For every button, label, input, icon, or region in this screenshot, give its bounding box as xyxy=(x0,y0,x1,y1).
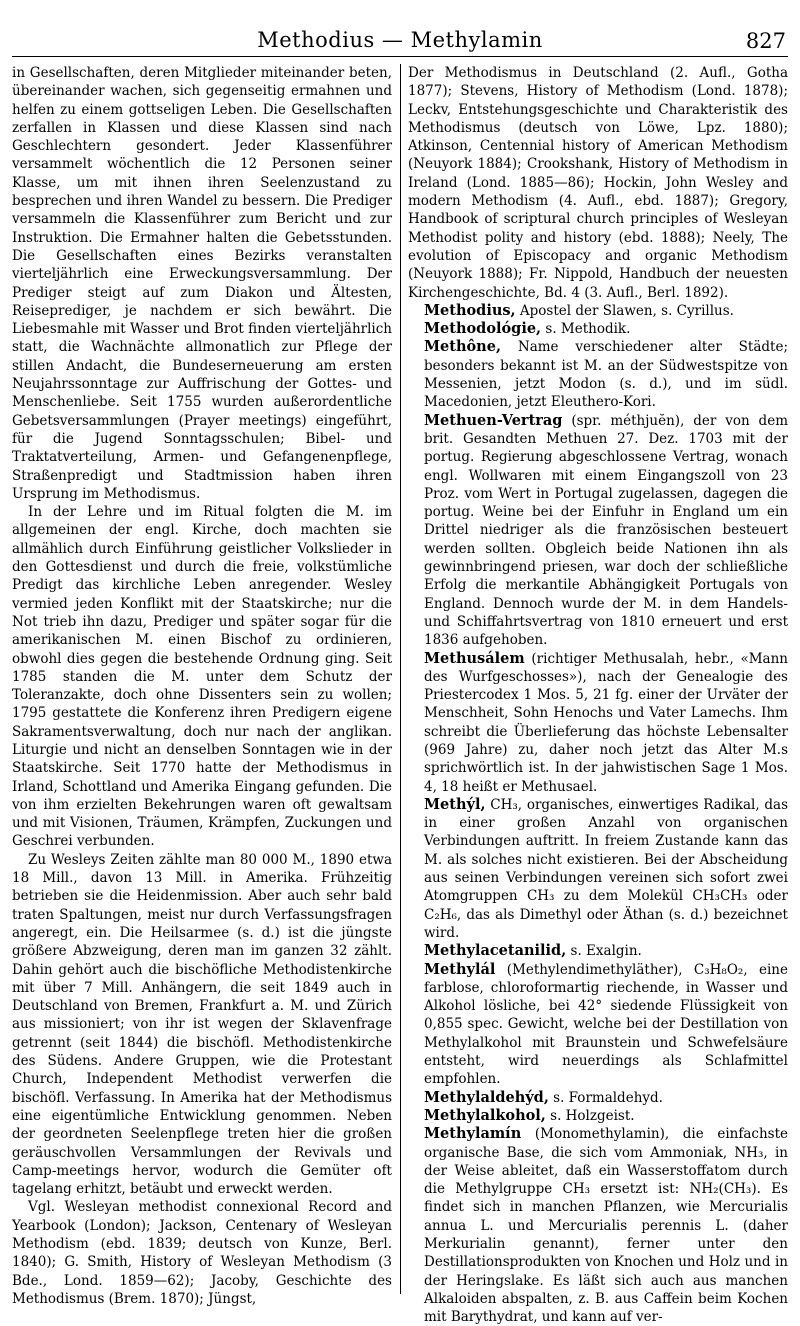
dictionary-entry xyxy=(408,1125,788,1326)
entry-headword: Methylalkohol, xyxy=(424,1106,546,1124)
entry-headword: Methylaldehýd, xyxy=(424,1088,549,1106)
dictionary-entry xyxy=(408,1089,788,1107)
dictionary-entry xyxy=(408,302,788,320)
paragraph: in Gesellschaften, deren Mitglieder miteinander beten, übereinander wachen, sich gegenseitig ermahnen und helfen zu einem gottseligen Leben. Die Gesellschaften zerfallen in Klassen und diese Klassen sind nach Geschlechtern gesondert. Jeder Klassenführer versammelt wöchentlich die 12 Personen seiner Klasse, um mit ihnen ihren Seelenzustand zu besprechen und ihren Wandel zu bessern. Die Prediger versammeln die Klassenführer zum Bericht und zur Instruktion. Die Ermahner halten die Gebetsstunden. Die Gesellschaften eines Bezirks veranstalten vierteljährlich eine Erweckungsversammlung. Der Prediger steigt auf zum Diakon und Ältesten, Reiseprediger, je nachdem er sich bewährt. Die Liebesmahle mit Wasser und Brot finden vierteljährlich statt, die Wachnächte allmonatlich zur Pflege der stillen Andacht, die Bundeserneuerung am ersten Neujahrssonntage zur Auffrischung der Gottes- und Menschenliebe. Seit 1755 wurden außerordentliche Gebetsversammlungen (Prayer meetings) eingeführt, für die Jugend Sonntagsschulen; Bibel- und Traktatverteilung, Armen- und Gefangenenpflege, Straßenpredigt und Stadtmission haben ihren Ursprung im Methodismus. xyxy=(12,65,392,502)
running-title: Methodius — Methylamin xyxy=(257,28,543,52)
dictionary-entry xyxy=(408,796,788,942)
entry-text: Apostel der Slawen, s. Cyrillus. xyxy=(519,302,734,319)
dictionary-entry xyxy=(408,412,788,650)
paragraph: In der Lehre und im Ritual folgten die M. im allgemeinen der engl. Kirche, doch machten sie allmählich durch Einführung geistlicher Volkslieder in den Gottesdienst und durch die freie, volkstümliche Predigt das kirchliche Leben anregender. Wesley vermied jeden Konflikt mit der Staatskirche; nur die Not trieb ihn dazu, Prediger und später sogar für die amerikanischen M. einen Bischof zu ordinieren, obwohl dies gegen die bestehende Ordnung ging. Seit 1785 standen die M. unter dem Schutz der Toleranzakte, doch ohne Dissenters sein zu wollen; 1795 gestattete die Konferenz ihren Predigern eigene Sakramentsverwaltung, doch nur nach der anglikan. Liturgie und nicht an denselben Sonntagen wie in der Staatskirche. Seit 1770 hatte der Methodismus in Irland, Schottland und Amerika Eingang gefunden. Die von ihm erzielten Bekehrungen waren oft gewaltsam und mit Visionen, Träumen, Krämpfen, Zuckungen und Geschrei verbunden. xyxy=(12,504,392,850)
entry-text: CH₃, organisches, einwertiges Radikal, das in einer großen Anzahl von organischen Verbindungen auftritt. In freiem Zustande kann das M. als solches nicht existieren. Bei der Abscheidung aus seinen Verbindungen vereinen sich sofort zwei Atomgruppen CH₃ zu dem Molekül CH₃CH₃ oder C₂H₆, das als Dimethyl oder Äthan (s. d.) bezeichnet wird. xyxy=(424,796,789,941)
paragraph: Der Methodismus in Deutschland (2. Aufl., Gotha 1877); Stevens, History of Methodism (Lond. 1878); Leckv, Entstehungsgeschichte und Charakteristik des Methodismus (deutsch von Löwe, Lpz. 1880); Atkinson, Centennial history of American Methodism (Neuyork 1884); Crookshank, History of Methodism in Ireland (Lond. 1885—86); Hockin, John Wesley and modern Methodism (4. Aufl., ebd. 1887); Gregory, Handbook of scriptural church principles of Wesleyan Methodist polity and history (ebd. 1888); Neely, The evolution of Episcopacy and organic Methodism (Neuyork 1888); Fr. Nippold, Handbuch der neuesten Kirchengeschichte, Bd. 4 (3. Aufl., Berl. 1892). xyxy=(408,65,788,301)
entry-headword: Methône, xyxy=(424,338,502,356)
entry-text: s. Formaldehyd. xyxy=(553,1089,663,1106)
entry-text: s. Exalgin. xyxy=(570,943,642,960)
entry-headword: Methodius, xyxy=(424,301,516,319)
dictionary-entry xyxy=(408,1107,788,1125)
dictionary-entry xyxy=(408,320,788,338)
paragraph: Zu Wesleys Zeiten zählte man 80 000 M., 1890 etwa 18 Mill., davon 13 Mill. in Amerika. Frühzeitig betrieben sie die Heidenmission. Aber auch sehr bald traten Spaltungen, meist nur durch Verfassungsfragen angeregt, ein. Die Heilsarmee (s. d.) ist die jüngste größere Abzweigung, deren man im ganzen 32 zählt. Dahin gehört auch die bischöfliche Methodistenkirche mit über 7 Mill. Anhängern, die seit 1849 auch in Deutschland von Bremen, Frankfurt a. M. und Zürich aus missioniert; von ihr ist wegen der Sklavenfrage getrennt (seit 1844) die bischöfl. Methodistenkirche des Südens. Andere Gruppen, wie die Protestant Church, Independent Methodist verwerfen die bischöfl. Verfassung. In Amerika hat der Methodismus eine eigentümliche Entwicklung genommen. Neben der geordneten Seelenpflege treten hier die großen geräuschvollen Versammlungen der Revivals und Camp-meetings hervor, wodurch die Gemüter oft tagelang erhitzt, betäubt und erweckt werden. xyxy=(12,851,392,1198)
page-number: 827 xyxy=(745,29,786,53)
entry-text: (spr. méthjuĕn), der von dem brit. Gesandten Methuen 27. Dez. 1703 mit der portug. Regierung abgeschlossene Vertrag, wonach engl. Wollwaren mit einem Eingangszoll von 23 Proz. vom Wert in Portugal zugelassen, dagegen die portug. Weine bei der Einfuhr in England um ein Drittel niedriger als die französischen besteuert werden sollten. Obgleich beide Nationen ihn als gewinnbringend priesen, war doch der schließliche Erfolg die merkantile Abhängigkeit Portugals von England. Dennoch wurde der M. in dem Handels- und Schiffahrtsvertrag von 1810 erneuert und erst 1836 aufgehoben. xyxy=(424,412,788,649)
dictionary-entry xyxy=(408,961,788,1089)
entry-headword: Methylamín xyxy=(424,1125,522,1143)
page-header xyxy=(12,16,788,57)
dictionary-entry xyxy=(408,338,788,411)
entry-text: s. Holzgeist. xyxy=(550,1107,635,1124)
dictionary-entry xyxy=(408,942,788,960)
entry-headword: Methylál xyxy=(424,960,496,978)
entry-text: Name verschiedener alter Städte; besonders bekannt ist M. an der Südwestspitze von Messenien, jetzt Modon (s. d.), und im südl. Macedonien, jetzt Eleuthero-Kori. xyxy=(424,339,788,411)
entry-headword: Methýl, xyxy=(424,795,486,813)
entry-headword: Methylacetanilid, xyxy=(424,942,567,960)
entry-text: s. Methodik. xyxy=(545,321,631,338)
left-column xyxy=(12,64,392,1307)
entry-headword: Methusálem xyxy=(424,649,525,667)
entry-headword: Methuen-Vertrag xyxy=(424,411,563,429)
entry-headword: Methodológie, xyxy=(424,320,542,338)
entry-text: (Monomethylamin), die einfachste organische Base, die sich vom Ammoniak, NH₃, in der Weise ableitet, daß ein Wasserstoffatom durch die Methylgruppe CH₃ ersetzt ist: NH₂(CH₃). Es findet sich in manchen Pflanzen, wie Mercurialis annua L. und Mercurialis perennis L. (daher Merkurialin genannt), ferner unter den Destillationsprodukten von Knochen und Holz und in der Heringslake. Es läßt sich auch aus manchen Alkaloiden abspalten, z. B. aus Caffein beim Kochen mit Barythydrat, und kann auf ver- xyxy=(424,1126,788,1326)
dictionary-entry xyxy=(408,650,788,796)
bibliography-paragraph: Vgl. Wesleyan methodist connexional Record and Yearbook (London); Jackson, Centenary of Wesleyan Methodism (ebd. 1839; deutsch von Kunze, Berl. 1840); G. Smith, History of Wesleyan Methodism (3 Bde., Lond. 1859—62); Jacoby, Geschichte des Methodismus (Brem. 1870); Jüngst, xyxy=(12,1199,392,1307)
column-divider xyxy=(400,64,401,1294)
entry-text: (richtiger Methusalah, hebr., «Mann des Wurfgeschosses»), nach der Genealogie des Priestercodex 1 Mos. 5, 21 fg. einer der Urväter der Menschheit, Sohn Henochs und Vater Lamechs. Ihm schreibt die Überlieferung das höchste Lebensalter (969 Jahre) zu, daher noch jetzt das Alter M.s sprichwörtlich ist. In der jahwistischen Sage 1 Mos. 4, 18 heißt er Methusael. xyxy=(424,650,788,795)
entry-text: (Methylendimethyläther), C₃H₈O₂, eine farblose, chloroformartig riechende, in Wasser und Alkohol lösliche, bei 42° siedende Flüssigkeit von 0,855 spec. Gewicht, welche bei der Destillation von Methylalkohol mit Braunstein und Schwefelsäure entsteht, wird neuerdings als Schlafmittel empfohlen. xyxy=(424,961,788,1088)
right-column xyxy=(408,64,789,1326)
